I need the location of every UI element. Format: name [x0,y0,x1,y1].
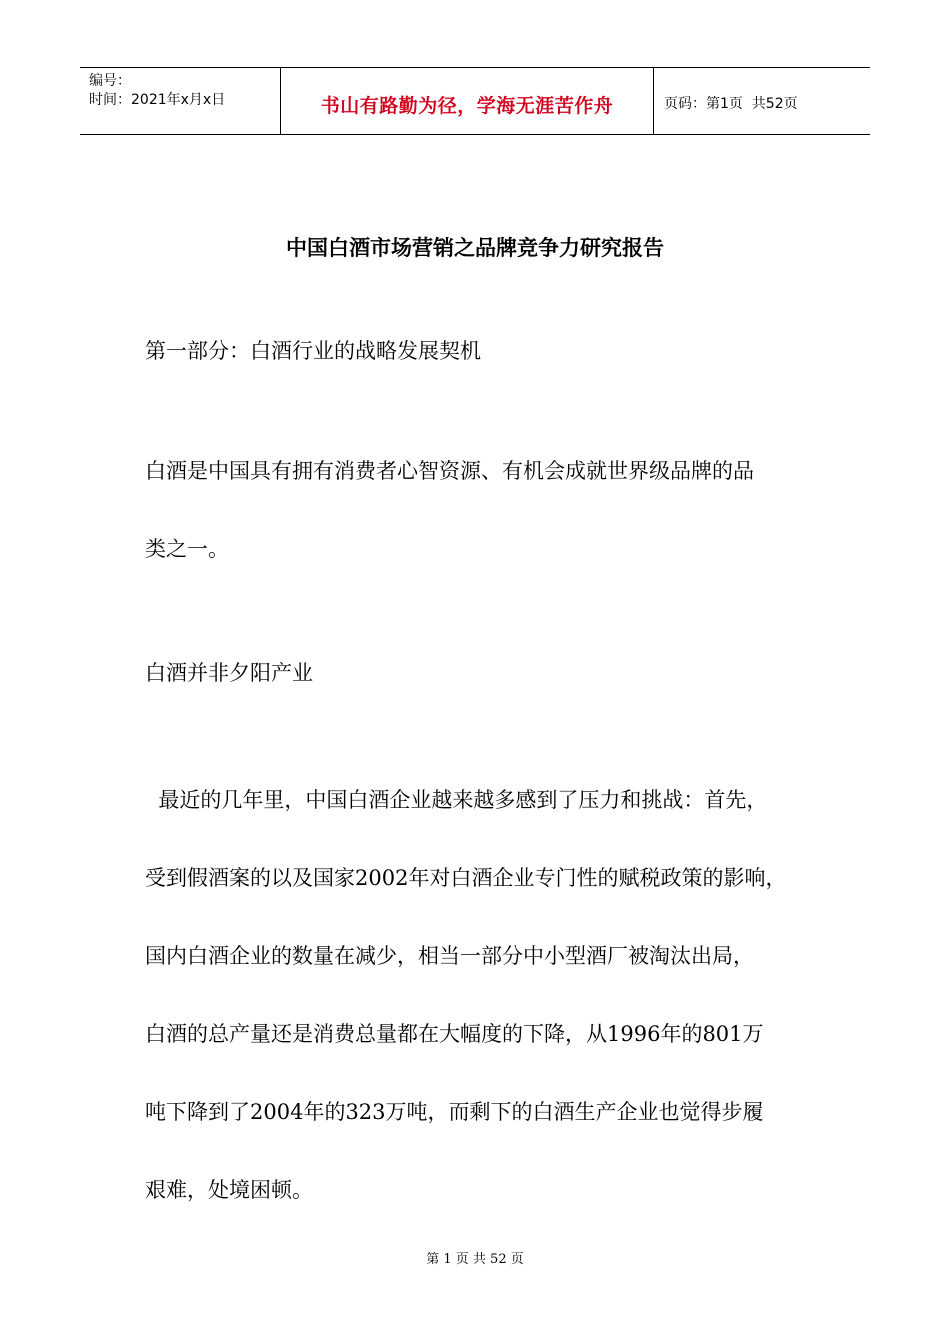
document-title: 中国白酒市场营销之品牌竞争力研究报告 [286,235,664,260]
document-number: 编号： [89,73,131,89]
header-page-code: 页码：第1页 共52页 [664,96,798,112]
header-motto-cell [281,68,654,134]
paragraph-line: 最近的几年里，中国白酒企业越来越多感到了压力和挑战：首先， [145,788,768,812]
subheading-text: 白酒并非夕阳产业 [145,661,313,685]
page-footer: 第 1 页 共 52 页 [426,1252,524,1267]
header-meta [80,68,281,134]
paragraph-line: 类之一。 [145,537,229,561]
paragraph-line: 国内白酒企业的数量在减少，相当一部分中小型酒厂被淘汰出局， [145,944,754,968]
paragraph-intro [145,456,815,612]
paragraph-line: 白酒的总产量还是消费总量都在大幅度的下降，从1996年的801万 [145,1022,764,1046]
header-motto: 书山有路勤为径，学海无涯苦作舟 [320,94,614,117]
paragraph-line: 受到假酒案的以及国家2002年对白酒企业专门性的赋税政策的影响， [145,866,787,890]
paragraph-line: 艰难，处境困顿。 [145,1178,313,1202]
paragraph-line: 白酒是中国具有拥有消费者心智资源、有机会成就世界级品牌的品 [145,459,754,483]
page-header [80,67,870,135]
section-heading: 第一部分：白酒行业的战略发展契机 [145,339,481,363]
paragraph-line: 吨下降到了2004年的323万吨，而剩下的白酒生产企业也觉得步履 [145,1100,764,1124]
subheading [145,658,815,736]
paragraph-body [145,785,815,1253]
document-date: 时间：2021年x月x日 [89,92,226,108]
